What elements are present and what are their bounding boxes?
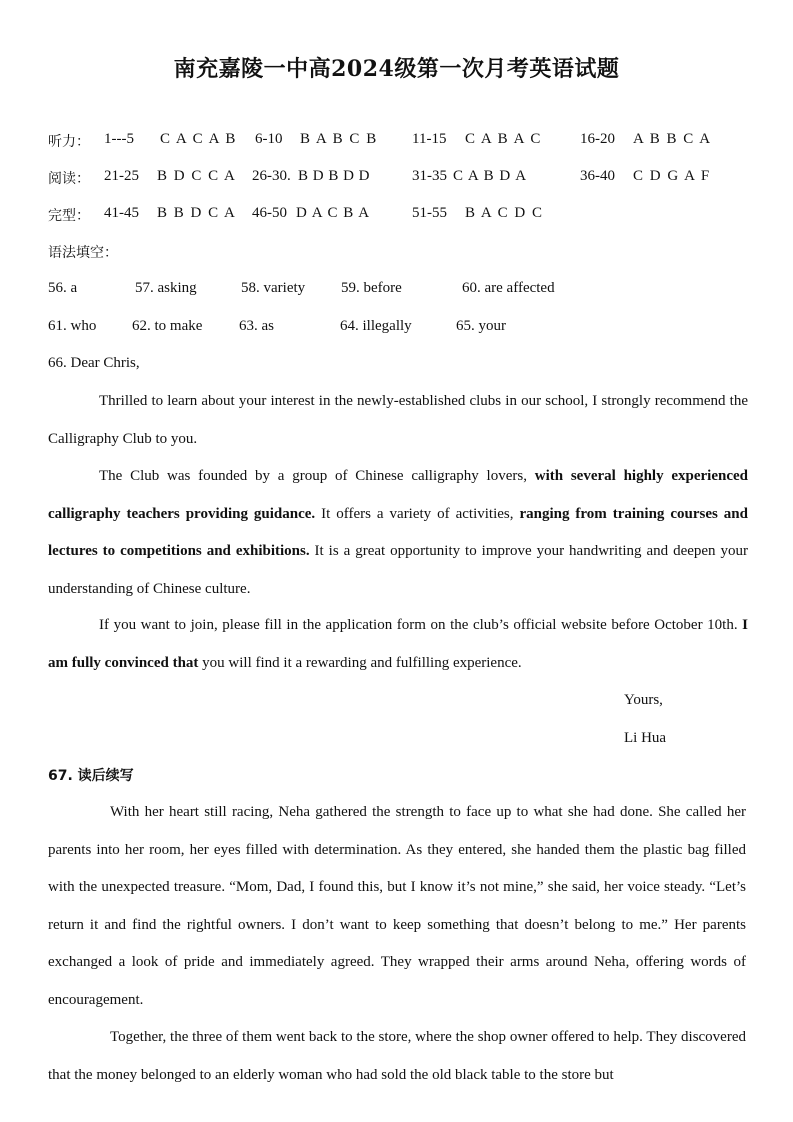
cloze-keys-1: B B D C A	[157, 205, 235, 221]
reading-keys-2: B D B D D	[298, 168, 370, 184]
reading-keys-3: C A B D A	[453, 168, 527, 184]
grammar-item: 57. asking	[135, 280, 197, 296]
listening-range-2: 6-10	[255, 131, 283, 147]
grammar-item: 59. before	[341, 280, 402, 296]
grammar-item: 58. variety	[241, 280, 306, 296]
letter-salutation: 66. Dear Chris,	[48, 355, 140, 371]
letter-text: you will find it a rewarding and fulfilling experience.	[198, 654, 522, 671]
continuation-paragraph-1: With her heart still racing, Neha gathered the strength to face up to what she had done. She called her parents into her room, her eyes filled with determination. As they entered, she handed them the plastic bag filled with the unexpected treasure. “Mom, Dad, I found this, but I know it’s not mine,” she said, her voice steady. “Let’s return it and find the rightful owners. I don’t want to keep something that doesn’t belong to me.” Her parents exchanged a look of pride and immediately agreed. They wrapped their arms around Neha, offering words of encouragement.	[48, 804, 746, 1008]
grammar-item: 60. are affected	[462, 280, 555, 296]
grammar-item: 61. who	[48, 318, 97, 334]
listening-label: 听力：	[48, 134, 90, 150]
letter-text: It is a great opportunity to improve your handwriting and deepen your understanding of Chinese culture.	[48, 543, 748, 597]
grammar-item: 62. to make	[132, 318, 203, 334]
cloze-range-3: 51-55	[412, 205, 447, 221]
listening-range-3: 11-15	[412, 131, 447, 147]
cloze-keys-2: D A C B A	[296, 205, 370, 221]
letter-text: If you want to join, please fill in the application form on the club’s official website before October 10th.	[99, 617, 743, 633]
letter-bold-text: I am fully convinced that	[48, 617, 748, 671]
page-title: 南充嘉陵一中高2024级第一次月考英语试题	[173, 56, 620, 82]
grammar-item: 65. your	[456, 318, 506, 334]
cloze-range-1: 41-45	[104, 205, 139, 221]
listening-keys-3: C A B A C	[465, 131, 541, 147]
listening-keys-1: C A C A B	[160, 131, 236, 147]
continuation-paragraph-2: Together, the three of them went back to the store, where the shop owner offered to help. They discovered that the money belonged to an elderly woman who had sold the old black table to the store but	[48, 1029, 746, 1083]
letter-paragraph-3	[48, 607, 748, 682]
reading-label: 阅读：	[48, 171, 90, 187]
reading-range-3: 31-35	[412, 168, 447, 184]
cloze-range-2: 46-50	[252, 205, 287, 221]
grammar-item: 56. a	[48, 280, 78, 296]
letter-text: It offers a variety of activities,	[315, 505, 520, 522]
reading-range-2: 26-30.	[252, 168, 291, 184]
grammar-item: 64. illegally	[340, 318, 412, 334]
letter-bold-text: ranging from training courses and lectures to competitions and exhibitions.	[48, 505, 748, 559]
letter-text: The Club was founded by a group of Chinese calligraphy lovers,	[99, 468, 535, 484]
listening-range-4: 16-20	[580, 131, 615, 147]
continuation-heading: 67. 读后续写	[48, 768, 134, 784]
reading-range-4: 36-40	[580, 168, 615, 184]
letter-closing: Yours,	[624, 692, 663, 708]
letter-bold-text: with several highly experienced calligraphy teachers providing guidance.	[48, 468, 749, 522]
listening-keys-4: A B B C A	[633, 131, 711, 147]
cloze-keys-3: B A C D C	[465, 205, 543, 221]
grammar-item: 63. as	[239, 318, 274, 334]
reading-keys-1: B D C C A	[157, 168, 235, 184]
cloze-label: 完型：	[48, 208, 90, 224]
letter-signature: Li Hua	[624, 730, 667, 746]
reading-range-1: 21-25	[104, 168, 139, 184]
reading-keys-4: C D G A F	[633, 168, 710, 184]
grammar-label: 语法填空：	[48, 245, 118, 261]
letter-paragraph-1: Thrilled to learn about your interest in the newly-established clubs in our school, I strongly recommend the Calligraphy Club to you.	[48, 393, 748, 447]
listening-keys-2: B A B C B	[300, 131, 377, 147]
letter-paragraph-2	[48, 458, 748, 608]
listening-range-1: 1---5	[104, 131, 134, 147]
